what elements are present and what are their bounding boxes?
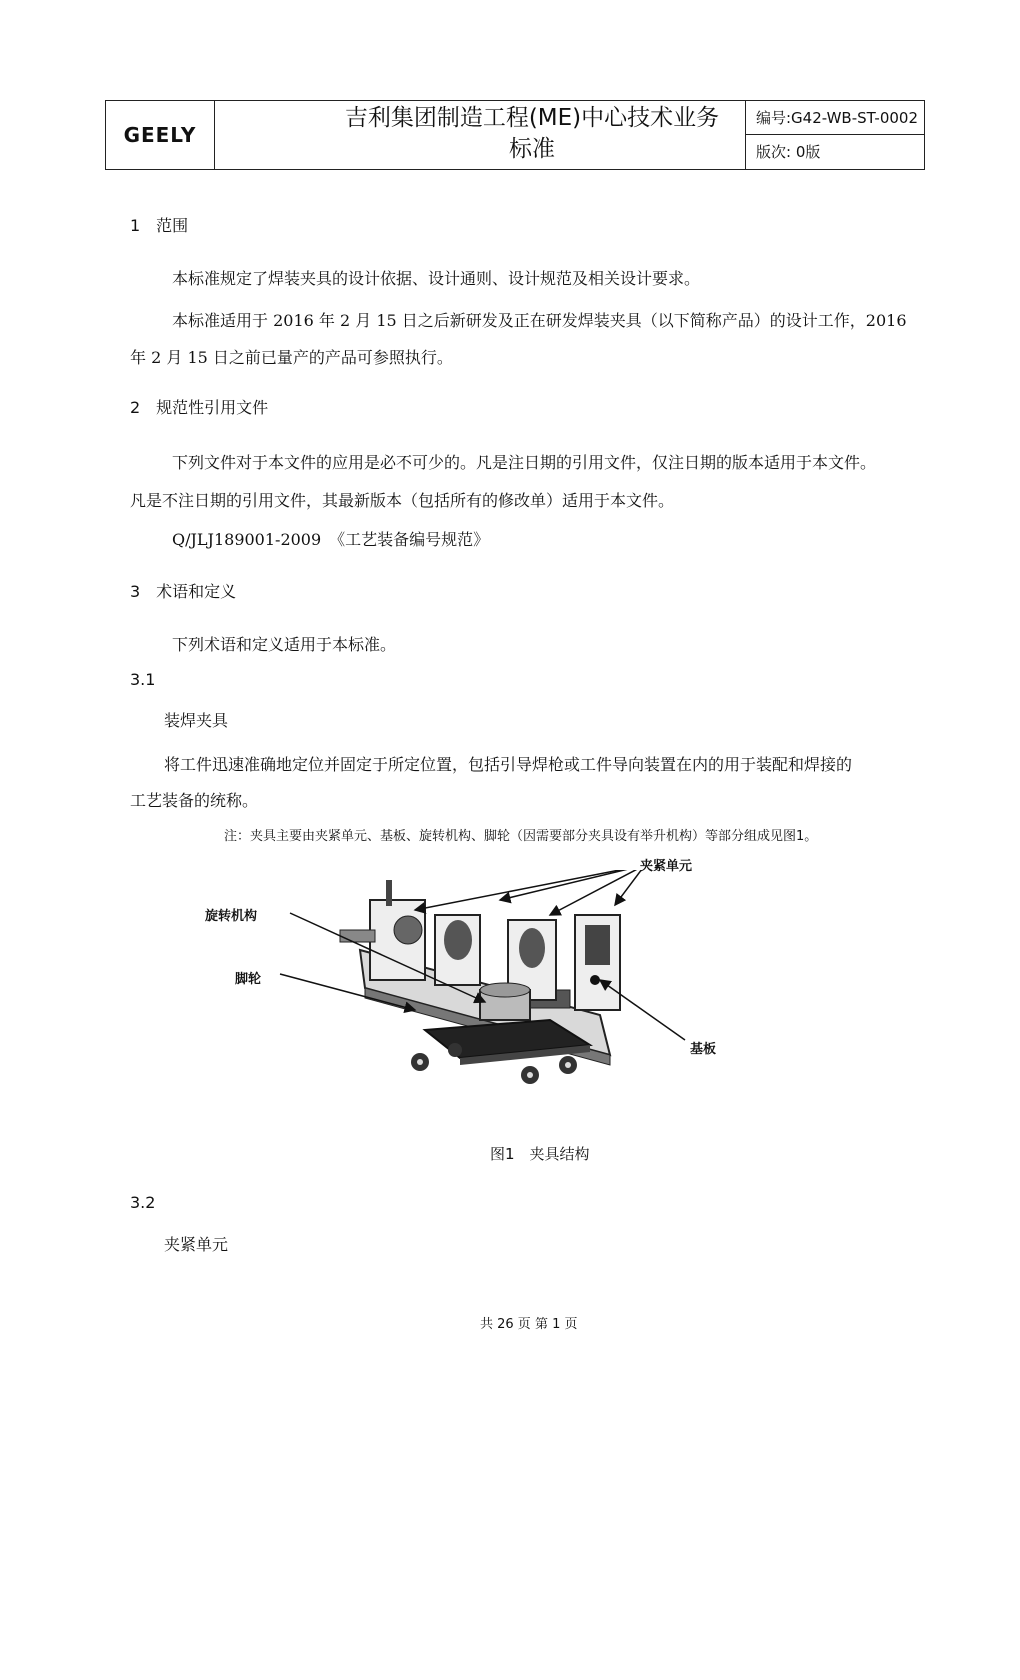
section-2-paragraph-line-1: 下列文件对于本文件的应用是必不可少的。凡是注日期的引用文件，仅注日期的版本适用于本文件。 (172, 453, 877, 472)
label-rotation-mechanism: 旋转机构 (205, 909, 258, 924)
section-1-paragraph-2-line-1: 本标准适用于 2016 年 2 月 15 日之后新研发及正在研发焊装夹具（以下简称产品）的设计工作，2016 (172, 311, 907, 330)
section-3-2-number: 3.2 (130, 1193, 156, 1212)
section-3-1-term: 装焊夹具 (164, 711, 229, 730)
page-number: 共 26 页 第 1 页 (480, 1317, 578, 1332)
section-3-1-definition-line-2: 工艺装备的统称。 (130, 791, 259, 810)
section-1-paragraph-1: 本标准规定了焊装夹具的设计依据、设计通则、设计规范及相关设计要求。 (172, 269, 701, 288)
rotation-mechanism (480, 983, 530, 1020)
section-3-heading: 3 术语和定义 (130, 582, 237, 601)
figure-1-fixture-structure (190, 859, 790, 1130)
section-3-paragraph: 下列术语和定义适用于本标准。 (172, 635, 397, 654)
title-line-2: 标准 (509, 136, 555, 162)
section-3-2-term: 夹紧单元 (164, 1235, 229, 1254)
section-2-heading: 2 规范性引用文件 (130, 398, 269, 417)
doc-number: 编号:G42-WB-ST-0002 (746, 101, 924, 135)
title-line-1: 吉利集团制造工程(ME)中心技术业务 (344, 105, 720, 131)
clamp-unit-4 (575, 915, 620, 1010)
section-3-1-note: 注：夹具主要由夹紧单元、基板、旋转机构、脚轮（因需要部分夹具设有举升机构）等部分组成见图1。 (224, 829, 818, 844)
company-logo: GEELY (106, 101, 215, 169)
fixture-illustration (190, 870, 790, 1130)
label-base-plate: 基板 (690, 1042, 717, 1057)
section-3-1-number: 3.1 (130, 670, 156, 689)
section-3-1-definition-line-1: 将工件迅速准确地定位并固定于所定位置，包括引导焊枪或工件导向装置在内的用于装配和焊接的 (164, 755, 853, 774)
section-1-paragraph-2-line-2: 年 2 月 15 日之前已量产的产品可参照执行。 (130, 348, 453, 367)
clamp-unit-1 (340, 880, 425, 980)
clamp-unit-2 (435, 915, 480, 985)
section-2-reference: Q/JLJ189001-2009 《工艺装备编号规范》 (172, 530, 490, 549)
document-header (105, 100, 925, 170)
section-2-paragraph-line-2: 凡是不注日期的引用文件，其最新版本（包括所有的修改单）适用于本文件。 (130, 491, 675, 510)
section-1-heading: 1 范围 (130, 216, 189, 235)
document-meta (745, 101, 924, 169)
label-caster: 脚轮 (235, 972, 262, 987)
doc-version: 版次: 0版 (756, 143, 821, 161)
figure-1-caption: 图1 夹具结构 (490, 1145, 590, 1163)
label-clamp-unit: 夹紧单元 (640, 859, 693, 874)
